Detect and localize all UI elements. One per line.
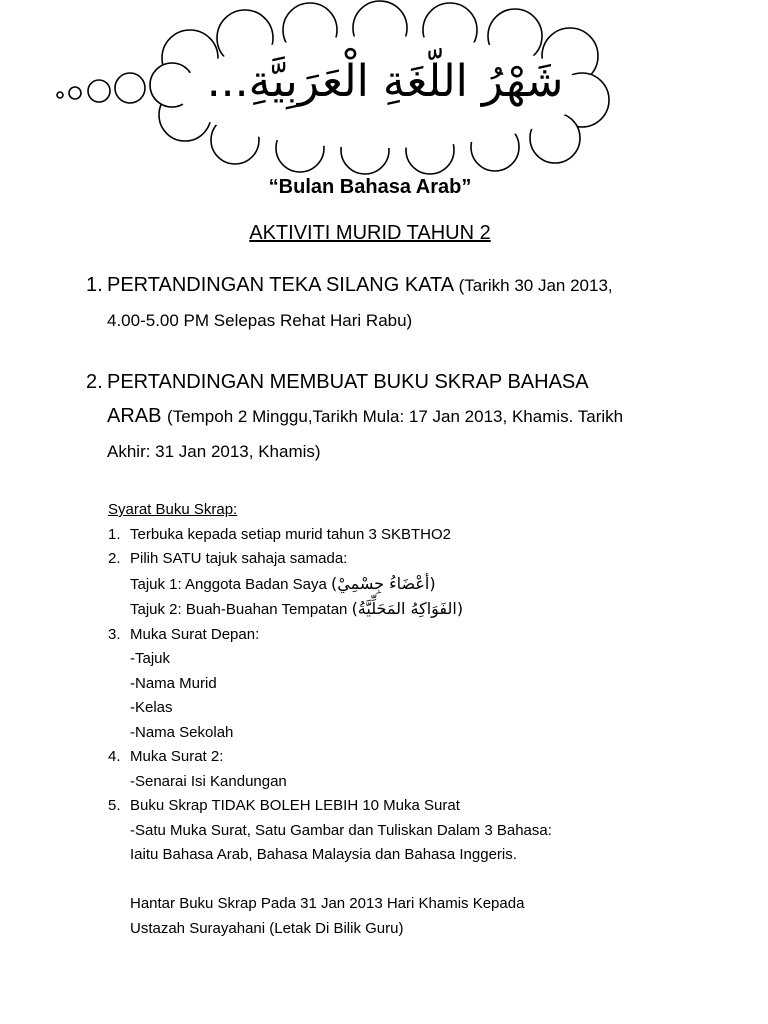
rule-number: 2.	[108, 550, 121, 567]
rule-item	[108, 745, 728, 770]
activity-detail: (Tarikh 30 Jan 2013,	[458, 276, 613, 295]
topic-1-arabic: (أعْضَاءُ جِسْمِيْ)	[331, 573, 436, 593]
activity-number: 1.	[86, 274, 103, 296]
rule-item	[108, 547, 728, 572]
rule-subitem: -Kelas	[130, 699, 173, 716]
rule-item	[108, 623, 728, 648]
rule-number: 3.	[108, 625, 121, 643]
activity-number: 2.	[86, 371, 103, 393]
rule-text: Buku Skrap TIDAK BOLEH LEBIH 10 Muka Surat	[130, 797, 460, 814]
rule-item	[108, 794, 728, 819]
topic-1-label: Tajuk 1: Anggota Badan Saya	[130, 575, 327, 593]
activity-title: PERTANDINGAN MEMBUAT BUKU SKRAP BAHASA	[107, 371, 589, 393]
rule-text: Muka Surat 2:	[130, 748, 224, 765]
scrapbook-rules	[108, 498, 728, 941]
rule-subitem: -Senarai Isi Kandungan	[130, 772, 287, 790]
rule-text: Terbuka kepada setiap murid tahun 3 SKBTHO2	[130, 525, 452, 543]
rule-subitem: -Nama Sekolah	[130, 723, 234, 741]
page-subtitle: “Bulan Bahasa Arab”	[268, 176, 472, 198]
topic-1	[130, 572, 728, 598]
rule-number: 4.	[108, 748, 121, 765]
submission-note: Ustazah Surayahani (Letak Di Bilik Guru)	[130, 919, 404, 937]
activity-detail: (Tempoh 2 Minggu,Tarikh Mula: 17 Jan 2013, Khamis. Tarikh	[167, 407, 624, 426]
rule-text: Pilih SATU tajuk sahaja samada:	[130, 550, 348, 567]
rule-number: 5.	[108, 797, 121, 814]
topic-2-arabic: (الفَوَاكِهُ المَحَلِّيَّةُ)	[351, 599, 464, 618]
activity-title: PERTANDINGAN TEKA SILANG KATA	[107, 274, 454, 296]
rule-subitem: -Satu Muka Surat, Satu Gambar dan Tuliskan Dalam 3 Bahasa:	[130, 821, 552, 839]
activity-item-1	[86, 268, 678, 338]
rule-subitem: -Tajuk	[130, 650, 171, 667]
activity-detail-continued: Akhir: 31 Jan 2013, Khamis)	[107, 442, 321, 461]
topic-2-label: Tajuk 2: Buah-Buahan Tempatan	[130, 601, 348, 618]
topic-2	[130, 597, 728, 623]
rule-item	[108, 523, 728, 548]
rule-subitem: Iaitu Bahasa Arab, Bahasa Malaysia dan Bahasa Inggeris.	[130, 846, 517, 863]
submission-note: Hantar Buku Skrap Pada 31 Jan 2013 Hari Khamis Kepada	[130, 895, 525, 912]
page-heading: AKTIVITI MURID TAHUN 2	[249, 222, 491, 244]
rule-subitem: -Nama Murid	[130, 674, 217, 692]
arabic-banner-title: شَهْرُ اللّغَةِ الْعَرَبِيَّةِ...	[206, 56, 564, 107]
activity-title-end: ARAB	[107, 405, 162, 427]
activity-detail-continued: 4.00-5.00 PM Selepas Rehat Hari Rabu)	[107, 311, 413, 330]
rules-heading: Syarat Buku Skrap:	[108, 501, 238, 518]
rule-text: Muka Surat Depan:	[130, 625, 260, 643]
activity-item-2	[86, 365, 678, 469]
rule-number: 1.	[108, 525, 121, 543]
